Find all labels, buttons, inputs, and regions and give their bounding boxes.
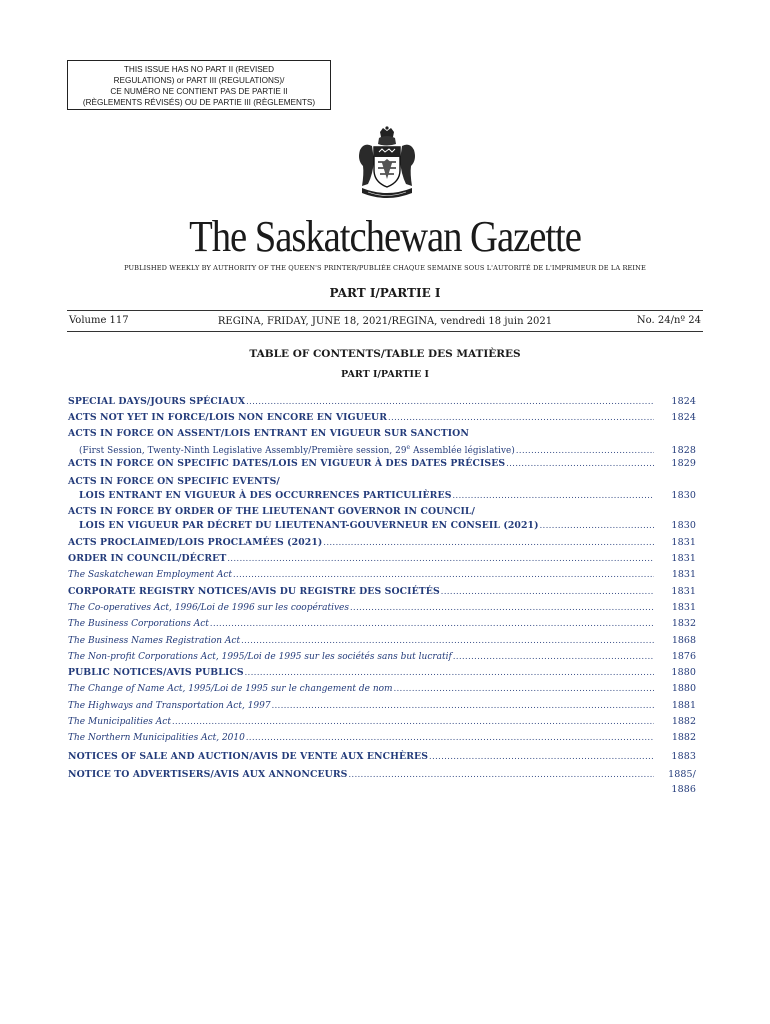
toc-page: 1868 [671, 634, 696, 646]
leader-dots [350, 600, 654, 616]
toc-page: 1831 [671, 553, 696, 565]
toc-entry-municipalities-act[interactable] [68, 714, 696, 730]
toc-entry-text: The Change of Name Act, 1995/Loi de 1995 sur le changement de nom [68, 684, 393, 695]
toc-entry-text: ACTS IN FORCE BY ORDER OF THE LIEUTENANT GOVERNOR IN COUNCIL/ [68, 506, 476, 518]
toc-entry-text: ACTS PROCLAIMED/LOIS PROCLAMÉES (2021) [68, 536, 323, 548]
toc-entry-business-corporations-act[interactable] [68, 616, 696, 632]
issue-dateline: REGINA, FRIDAY, JUNE 18, 2021/REGINA, vendredi 18 juin 2021 [217, 316, 553, 327]
toc-page: 1885/ [668, 768, 696, 780]
toc-entry-text: SPECIAL DAYS/JOURS SPÉCIAUX [68, 396, 246, 407]
toc-page: 1824 [671, 396, 696, 407]
toc-entry-order-in-council[interactable] [68, 551, 696, 567]
divider-bottom [67, 331, 703, 332]
toc-entry-text: The Saskatchewan Employment Act [68, 570, 232, 581]
toc-entry-business-names-act[interactable] [68, 633, 696, 649]
toc-entry-text: ACTS IN FORCE ON SPECIFIC DATES/LOIS EN VIGUEUR À DES DATES PRÉCISES [68, 457, 506, 469]
leader-dots [441, 584, 654, 600]
toc-entry-northern-municipalities-act[interactable] [68, 730, 696, 746]
toc-entry-notices-of-sale[interactable] [68, 749, 696, 765]
toc-entry-special-days[interactable] [68, 394, 696, 410]
notice-line: CE NUMÉRO NE CONTIENT PAS DE PARTIE II [110, 87, 288, 96]
toc-page: 1831 [671, 536, 696, 548]
leader-dots [429, 749, 654, 765]
toc-entry-text: The Municipalities Act [68, 717, 171, 728]
toc-entry-text: ACTS NOT YET IN FORCE/LOIS NON ENCORE EN VIGUEUR [68, 412, 388, 424]
toc-title: TABLE OF CONTENTS/TABLE DES MATIÈRES [249, 348, 521, 360]
leader-dots [272, 698, 654, 714]
toc-entry-text: ACTS IN FORCE ON SPECIFIC EVENTS/ [68, 476, 280, 488]
notice-line: (RÈGLEMENTS RÉVISÉS) OU DE PARTIE III (RÈGLEMENTS) [82, 98, 316, 107]
toc-entry-corporate-registry[interactable] [68, 584, 696, 600]
toc-entry-text: NOTICES OF SALE AND AUCTION/AVIS DE VENTE AUX ENCHÈRES [68, 750, 429, 762]
toc-entry-non-profit-act[interactable] [68, 649, 696, 665]
toc-page-continued: 1886 [671, 784, 696, 796]
toc-entry-text: NOTICE TO ADVERTISERS/AVIS AUX ANNONCEURS [68, 768, 348, 780]
toc-page: 1831 [671, 585, 696, 597]
toc-entry-text: PUBLIC NOTICES/AVIS PUBLICS [68, 667, 244, 679]
toc-entry-order-lieutenant-governor[interactable] [68, 505, 696, 534]
toc-page: 1881 [671, 699, 696, 711]
leader-dots [246, 394, 654, 410]
leader-dots [394, 681, 654, 697]
issue-number: No. 24/nº 24 [636, 315, 701, 326]
toc-page: 1882 [671, 732, 696, 744]
notice-line: REGULATIONS) or PART III (REGULATIONS)/ [113, 76, 285, 85]
leader-dots [246, 730, 654, 746]
leader-dots [540, 518, 654, 534]
toc-entry-text-line2: LOIS ENTRANT EN VIGUEUR À DES OCCURRENCES PARTICULIÈRES [79, 490, 452, 502]
toc-entry-notice-to-advertisers[interactable] [68, 767, 696, 796]
toc-entry-highways-act[interactable] [68, 698, 696, 714]
notice-line: THIS ISSUE HAS NO PART II (REVISED [123, 65, 275, 74]
toc-entry-text: ORDER IN COUNCIL/DÉCRET [68, 553, 227, 565]
toc-entry-text-line2: LOIS EN VIGUEUR PAR DÉCRET DU LIEUTENANT-GOUVERNEUR EN CONSEIL (2021) [79, 520, 539, 532]
leader-dots [506, 456, 654, 472]
toc-page: 1882 [671, 716, 696, 728]
toc-entry-specific-events[interactable] [68, 475, 696, 504]
toc-page: 1876 [671, 650, 696, 662]
toc-page: 1831 [671, 569, 696, 581]
toc-page: 1832 [671, 618, 696, 630]
toc-entry-text: The Northern Municipalities Act, 2010 [68, 733, 245, 744]
toc-page: 1830 [671, 520, 696, 532]
toc-page: 1883 [671, 750, 696, 762]
toc-entry-acts-not-in-force[interactable] [68, 410, 696, 426]
toc-entry-text: The Business Corporations Act [68, 619, 209, 630]
gazette-tagline: PUBLISHED WEEKLY BY AUTHORITY OF THE QUEEN'S PRINTER/PUBLIÉE CHAQUE SEMAINE SOUS L'AUTORITÉ DE L'IMPRIMEUR DE LA REINE [124, 264, 646, 272]
leader-dots [241, 633, 654, 649]
toc-entry-acts-on-assent[interactable] [68, 427, 696, 456]
toc-entry-text: The Co-operatives Act, 1996/Loi de 1996 sur les coopératives [68, 602, 349, 613]
toc-page: 1824 [671, 412, 696, 424]
leader-dots [388, 410, 654, 426]
toc-entry-text: The Highways and Transportation Act, 1997 [68, 700, 271, 711]
leader-dots [210, 616, 654, 632]
toc-page: 1830 [671, 490, 696, 502]
toc-page: 1828 [671, 444, 696, 456]
part-heading: PART I/PARTIE I [329, 286, 441, 300]
toc-page: 1880 [671, 683, 696, 695]
toc-page: 1829 [671, 457, 696, 469]
leader-dots [245, 665, 654, 681]
toc-entry-subtext: (First Session, Twenty-Ninth Legislative Assembly/Première session, 29e Assemblée législative) [79, 443, 515, 456]
toc-entry-text: CORPORATE REGISTRY NOTICES/AVIS DU REGISTRE DES SOCIÉTÉS [68, 585, 440, 597]
leader-dots [348, 767, 654, 783]
volume-label: Volume 117 [69, 315, 129, 326]
leader-dots [233, 567, 654, 583]
leader-dots [172, 714, 654, 730]
coat-of-arms-icon [354, 126, 420, 204]
toc-subtitle: PART I/PARTIE I [341, 369, 429, 380]
toc-entry-public-notices[interactable] [68, 665, 696, 681]
toc-page: 1831 [671, 601, 696, 613]
toc-entry-change-of-name-act[interactable] [68, 681, 696, 697]
leader-dots [453, 488, 654, 504]
no-part-notice-box [67, 60, 331, 110]
toc-entry-text: The Business Names Registration Act [68, 635, 241, 646]
divider-top [67, 310, 703, 311]
toc-entry-employment-act[interactable] [68, 567, 696, 583]
table-of-contents [68, 394, 696, 796]
leader-dots [453, 649, 654, 665]
toc-entry-cooperatives-act[interactable] [68, 600, 696, 616]
leader-dots [227, 551, 654, 567]
toc-entry-specific-dates[interactable] [68, 456, 696, 472]
toc-entry-acts-proclaimed[interactable] [68, 535, 696, 551]
gazette-title: The Saskatchewan Gazette [189, 212, 581, 261]
toc-entry-text: The Non-profit Corporations Act, 1995/Loi de 1995 sur les sociétés sans but lucratif [68, 651, 452, 662]
toc-page: 1880 [671, 667, 696, 679]
leader-dots [323, 535, 654, 551]
toc-entry-text: ACTS IN FORCE ON ASSENT/LOIS ENTRANT EN VIGUEUR SUR SANCTION [68, 427, 469, 439]
